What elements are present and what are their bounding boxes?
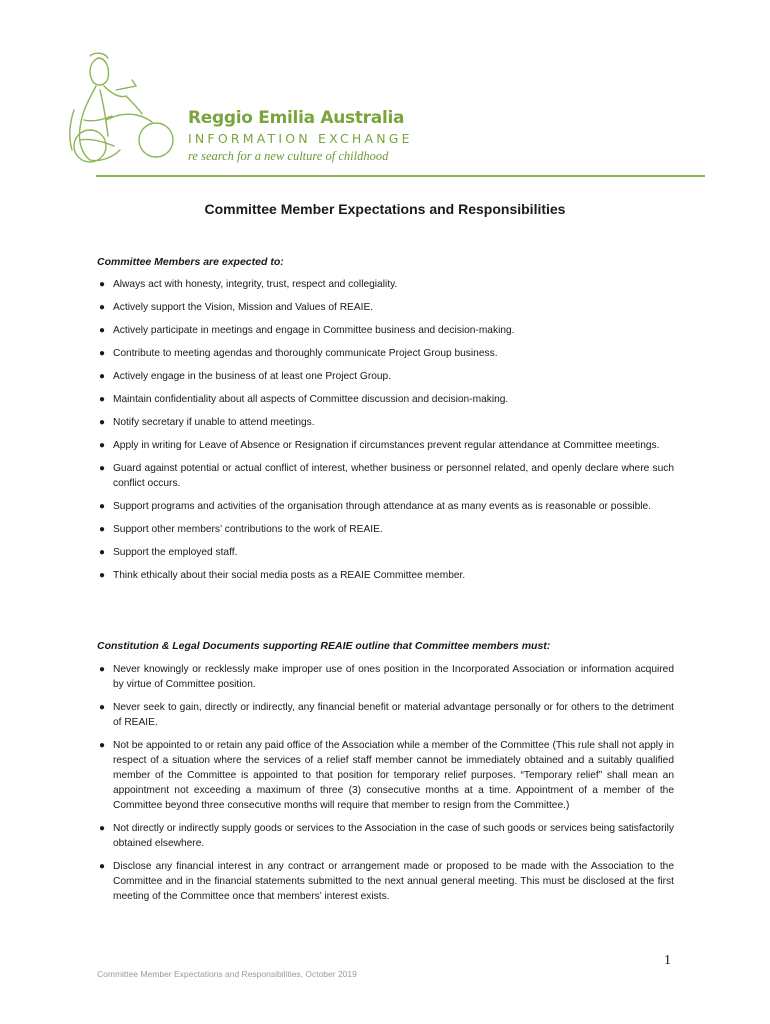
list-item-text: Guard against potential or actual conflict of interest, whether business or personnel related, and openly declare where such conflict occurs. <box>113 463 674 489</box>
bullet-icon: ● <box>99 702 106 713</box>
section-heading-constitution: Constitution & Legal Documents supporting REAIE outline that Committee members must: <box>97 640 551 652</box>
list-item-text: Always act with honesty, integrity, trust, respect and collegiality. <box>113 279 398 290</box>
list-item-text: Never seek to gain, directly or indirectly, any financial benefit or material advantage personally or for others to the detriment of REAIE. <box>113 702 674 728</box>
bullet-icon: ● <box>99 302 106 313</box>
section-heading-expectations: Committee Members are expected to: <box>97 256 284 268</box>
list-item <box>97 323 674 338</box>
logo-illustration <box>60 50 185 168</box>
list-item <box>97 461 674 491</box>
list-item-text: Support the employed staff. <box>113 547 238 558</box>
list-item-text: Contribute to meeting agendas and thoroughly communicate Project Group business. <box>113 348 498 359</box>
organisation-subtitle: INFORMATION EXCHANGE <box>188 131 413 146</box>
list-item <box>97 859 674 904</box>
bullet-icon: ● <box>99 664 106 675</box>
list-item-text: Actively participate in meetings and engage in Committee business and decision-making. <box>113 325 515 336</box>
page-number: 1 <box>664 953 671 968</box>
bullet-icon: ● <box>99 394 106 405</box>
bullet-icon: ● <box>99 740 106 751</box>
bullet-icon: ● <box>99 417 106 428</box>
document-title: Committee Member Expectations and Responsibilities <box>204 201 566 217</box>
list-item <box>97 415 674 430</box>
organisation-branding <box>188 108 413 164</box>
list-item <box>97 522 674 537</box>
expectations-list <box>97 277 674 591</box>
constitution-list <box>97 662 674 912</box>
page-footer: Committee Member Expectations and Responsibilities, October 2019 <box>97 969 357 979</box>
list-item <box>97 346 674 361</box>
bullet-icon: ● <box>99 570 106 581</box>
list-item-text: Not be appointed to or retain any paid office of the Association while a member of the Committee (This rule shall not apply in respect of a situation where the services of a relief staff member cannot be immediately obtained and a suitably qualified member of the Committee is appointed to that position for temporary relief purposes. “Temporary relief” shall mean an appointment not exceeding a maximum of three (3) consecutive months at a time. Appointment of a member of the Committee beyond three consecutive months will require that member to resign from the Committee.) <box>113 740 674 811</box>
bullet-icon: ● <box>99 861 106 872</box>
bullet-icon: ● <box>99 279 106 290</box>
list-item <box>97 662 674 692</box>
bullet-icon: ● <box>99 348 106 359</box>
header-divider <box>96 175 705 177</box>
list-item <box>97 738 674 813</box>
list-item-text: Actively support the Vision, Mission and Values of REAIE. <box>113 302 374 313</box>
bullet-icon: ● <box>99 440 106 451</box>
list-item <box>97 568 674 583</box>
bullet-icon: ● <box>99 463 106 474</box>
list-item <box>97 821 674 851</box>
bullet-icon: ● <box>99 501 106 512</box>
list-item <box>97 700 674 730</box>
list-item-text: Not directly or indirectly supply goods or services to the Association in the case of such goods or services being satisfactorily obtained elsewhere. <box>113 823 674 849</box>
list-item-text: Support programs and activities of the organisation through attendance at as many events as is reasonable or possible. <box>113 501 651 512</box>
list-item-text: Think ethically about their social media posts as a REAIE Committee member. <box>113 570 466 581</box>
list-item <box>97 438 674 453</box>
list-item-text: Notify secretary if unable to attend meetings. <box>113 417 315 428</box>
organisation-tagline: re search for a new culture of childhood <box>188 149 389 163</box>
bullet-icon: ● <box>99 325 106 336</box>
list-item-text: Never knowingly or recklessly make improper use of ones position in the Incorporated Association or information acquired by virtue of Committee position. <box>113 664 674 690</box>
list-item <box>97 392 674 407</box>
bullet-icon: ● <box>99 823 106 834</box>
list-item <box>97 545 674 560</box>
list-item <box>97 300 674 315</box>
bullet-icon: ● <box>99 524 106 535</box>
list-item <box>97 499 674 514</box>
list-item-text: Maintain confidentiality about all aspects of Committee discussion and decision-making. <box>113 394 509 405</box>
list-item-text: Disclose any financial interest in any contract or arrangement made or proposed to be made with the Association to the Committee and in the financial statements submitted to the next annual general meeting. This must be disclosed at the first meeting of the Committee once that members’ interest exists. <box>113 861 674 902</box>
list-item-text: Actively engage in the business of at least one Project Group. <box>113 371 392 382</box>
organisation-name: Reggio Emilia Australia <box>188 108 405 128</box>
list-item <box>97 369 674 384</box>
bullet-icon: ● <box>99 547 106 558</box>
list-item-text: Support other members’ contributions to the work of REAIE. <box>113 524 383 535</box>
bullet-icon: ● <box>99 371 106 382</box>
list-item <box>97 277 674 292</box>
list-item-text: Apply in writing for Leave of Absence or Resignation if circumstances prevent regular attendance at Committee meetings. <box>113 440 660 451</box>
